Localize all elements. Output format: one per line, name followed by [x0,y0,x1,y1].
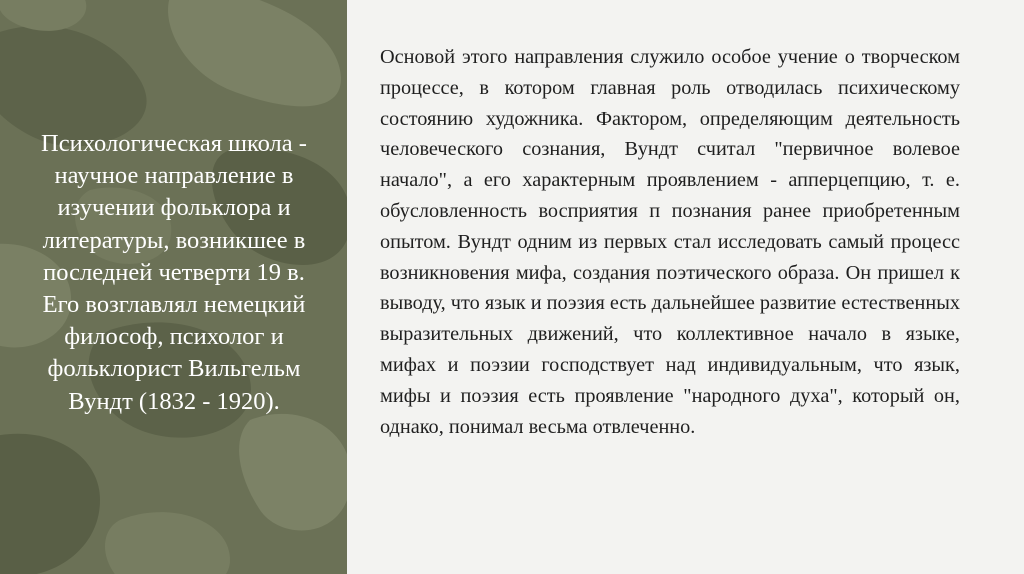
school-definition-text: Психологическая школа - научное направление в изучении фольклора и литературы, возникшее в последней четверти 19 в. Его возглавлял немецкий философ, психолог и фольклорист Вильгельм Вундт (1832 - 1920). [41,130,307,415]
wundt-description-paragraph: Основой этого направления служило особое учение о творческом процессе, в котором главная роль отводилась психическому состоянию художника. Фактором, определяющим деятельность человеческого сознания, Вундт считал "первичное волевое начало", а его характерным проявлением - апперцепцию, т. е. обусловленность восприятия п познания ранее приобретенным опытом. Вундт одним из первых стал исследовать самый процесс возникновения мифа, создания поэтического образа. Он пришел к выводу, что язык и поэзия есть дальнейшее развитие естественных выразительных движений, что коллективное начало в языке, мифах и поэзии господствует над индивидуальным, что язык, мифы и поэзия есть проявление "народного духа", который он, однако, понимал весьма отвлеченно. [380,46,960,438]
content-panel [347,0,1024,574]
left-camo-panel [0,0,347,574]
